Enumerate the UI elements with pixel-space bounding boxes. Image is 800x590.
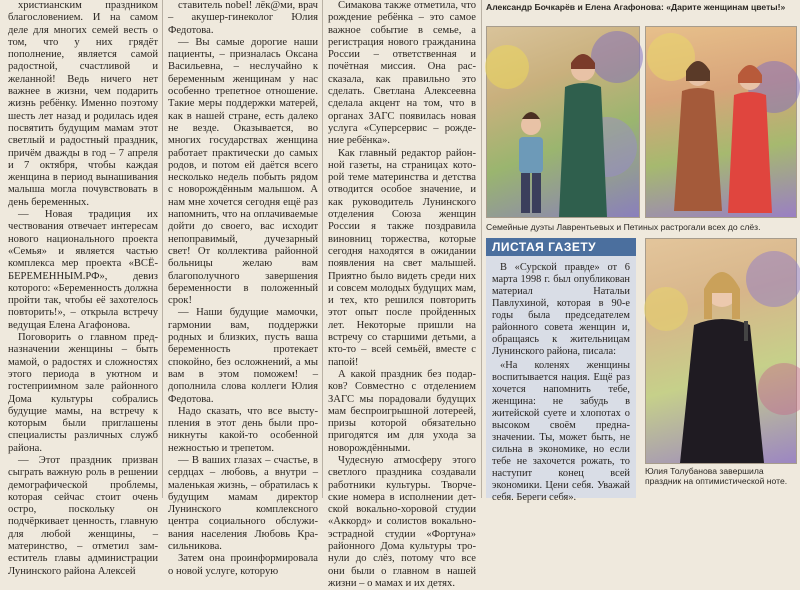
photo-illustration xyxy=(646,27,796,217)
photo-caption-bottom: Юлия Толубанова завершила праздник на оптимистической ноте. xyxy=(645,466,788,486)
paragraph: ставитель nobel! лёк@ми, врач – акушер-гинеколог Юлия Федотова. xyxy=(168,0,318,36)
paragraph: — В ваших глазах – счастье, в сердцах – любовь, а внутри – маленькая жизнь, – обратилась к будущим мамам директор Лунинского комплексного центра социального обслуживания населения Любовь Красильникова. xyxy=(168,454,318,553)
column-divider xyxy=(481,0,482,498)
column-divider xyxy=(322,0,323,498)
photo-caption-middle: Семейные дуэты Лаврентьевых и Петиных растрогали всех до слёз. xyxy=(486,222,761,232)
photo-family-duet-2 xyxy=(645,26,797,218)
article-column-3 xyxy=(328,0,476,589)
paragraph: Симакова также отметила, что рождение ребёнка – это самое важное событие в семье, а регистрация нового гражданина России – ответственная и почётная миссия. Она рассказала, как правильно это сделать. Светлана Алексеевна сделала акцент на том, что в органах ЗАГС появилась новая услуга «Суперсервис – рождение ребёнка». xyxy=(328,0,476,147)
photo-illustration xyxy=(487,27,639,217)
sidebar-title: ЛИСТАЯ ГАЗЕТУ xyxy=(486,238,636,256)
article-column-1 xyxy=(8,0,158,577)
paragraph: христианским праздником благословением. И на самом деле для многих семей весть о том, что у них грядёт пополнение, является самой радостной, счастливой и желанной! Ведь ничего нет важнее в жизни, чем подарить жизнь ребёнку. Именно поэтому шесть лет назад и родилась идея посвятить будущим мамам этот светлый и радостный праздник, причём дважды в год – 7 апреля и 7 октября, чтобы каждая женщина в период вынашивания малыша могла почувствовать в день беременных. xyxy=(8,0,158,208)
paragraph: — Наши будущие мамочки, гармонии вам, поддержки родных и близких, пусть ваша беременность протекает спокойно, без осложнений, а мы вам в этом поможем! – дополнила слова коллеги Юлия Федотова. xyxy=(168,307,318,405)
paragraph: — Вы самые дорогие наши пациенты, – призналась Оксана Васильевна, – неслучайно к беременным женщинам у нас особенно трепетное отношение. Такие меры поддержки матерей, как в нашей стране, есть далеко не везде. Оказывается, во многих государствах женщина работает практически до самых родов, и потом ей даётся всего несколько недель побыть рядом с новорождённым малышом. А нам мне хочется сегодня ещё раз напомнить, что на оплачиваемые дойти до своего, вас исходит непоправимый, дучезарный свет! От коллектива районной больницы желаю вам благополучного завершения беременности в положенный срок! xyxy=(168,36,318,307)
paragraph: Надо сказать, что все выступления в этот день были проникнуты какой-то особенной нежностью и трепетом. xyxy=(168,405,318,454)
article-column-2 xyxy=(168,0,318,577)
paragraph: Чудесную атмосферу этого светлого праздника создавали работники культуры. Творческие номера в исполнении детской вокально-хоровой студии «Аккорд» и солистов вокально-эстрадной студии «Фортуна» районного Дома культуры тронули до слёз, потому что все они были о главном в нашей жизни – о мамах и их детях. xyxy=(328,454,476,589)
quote-paragraph: «На коленях женщины воспитывается нация. Ещё раз хочется напомнить тебе, женщина: не забудь в житейской суете и хлопотах о высоком своём предназначении. Ты, может быть, не сильна в экономике, но если тебе не захочется рожать, то наступит конец всей экономики. Цени себя. Уважай себя. Береги себя». xyxy=(492,360,630,503)
paragraph: Затем она проинформировала о новой услуге, которую xyxy=(168,553,318,577)
photo-singer xyxy=(645,238,797,464)
photo-family-duet-1 xyxy=(486,26,640,218)
archive-sidebar-box xyxy=(486,238,636,503)
paragraph: А какой праздник без подарков? Совместно с отделением ЗАГС мы порадовали будущих мам беспроигрышной лотереей, призы которой обязательно пригодятся им для ухода за новорождёнными. xyxy=(328,368,476,454)
paragraph: Поговорить о главном предназначении женщины – быть мамой, о радостях и сложностях этого периода в уютном и гостеприимном зале районного Дома культуры собрались будущие мамы, на встречу к которым были приглашены специалисты различных служб района. xyxy=(8,332,158,454)
paragraph: — Этот праздник призван сыграть важную роль в решении демографической проблемы, которая сейчас стоит очень остро, поскольку он подчёркивает ценность, главную для любой женщины, – материнство, – отметил заместитель главы администрации Лунинского района Алексей xyxy=(8,454,158,577)
paragraph: Как главный редактор районной газеты, на страницах которой теме материнства и детства отводится особое значение, и как руководитель Лунинского отделения Союза женщин России я также поздравила виновниц торжества, которые сегодня находятся в ожидании появления на свет малышей. Приятно было видеть среди них и совсем молодых будущих мам, и тех, кто решился повторить этот опыт после пройденных лет. Некоторые пришли на встречу со старшими детьми, а кто-то – всей семьёй, вместе с папой! xyxy=(328,147,476,368)
paragraph: В «Сурской правде» от 6 марта 1998 г. был опубликован материал Натальи Павлухиной, которая в 90-е годы была председателем районного совета женщин и, обращаясь к жительницам Лунинского района, писала: xyxy=(492,262,630,357)
paragraph: — Новая традиция их чествования отвечает интересам нового национального проекта «Семья» и является частью комплекса мер проекта «ВСЁБЕРЕМЕННЫМ.РФ», девиз которого: «Беременность должна пройти так, чтобы её захотелось повторить!», – открыла встречу ведущая Елена Агафонова. xyxy=(8,209,158,331)
photo-illustration xyxy=(646,239,796,463)
column-divider xyxy=(162,0,163,498)
sidebar-text xyxy=(492,262,630,506)
photo-caption-top: Александр Бочкарёв и Елена Агафонова: «Дарите женщинам цветы!» xyxy=(486,2,786,12)
